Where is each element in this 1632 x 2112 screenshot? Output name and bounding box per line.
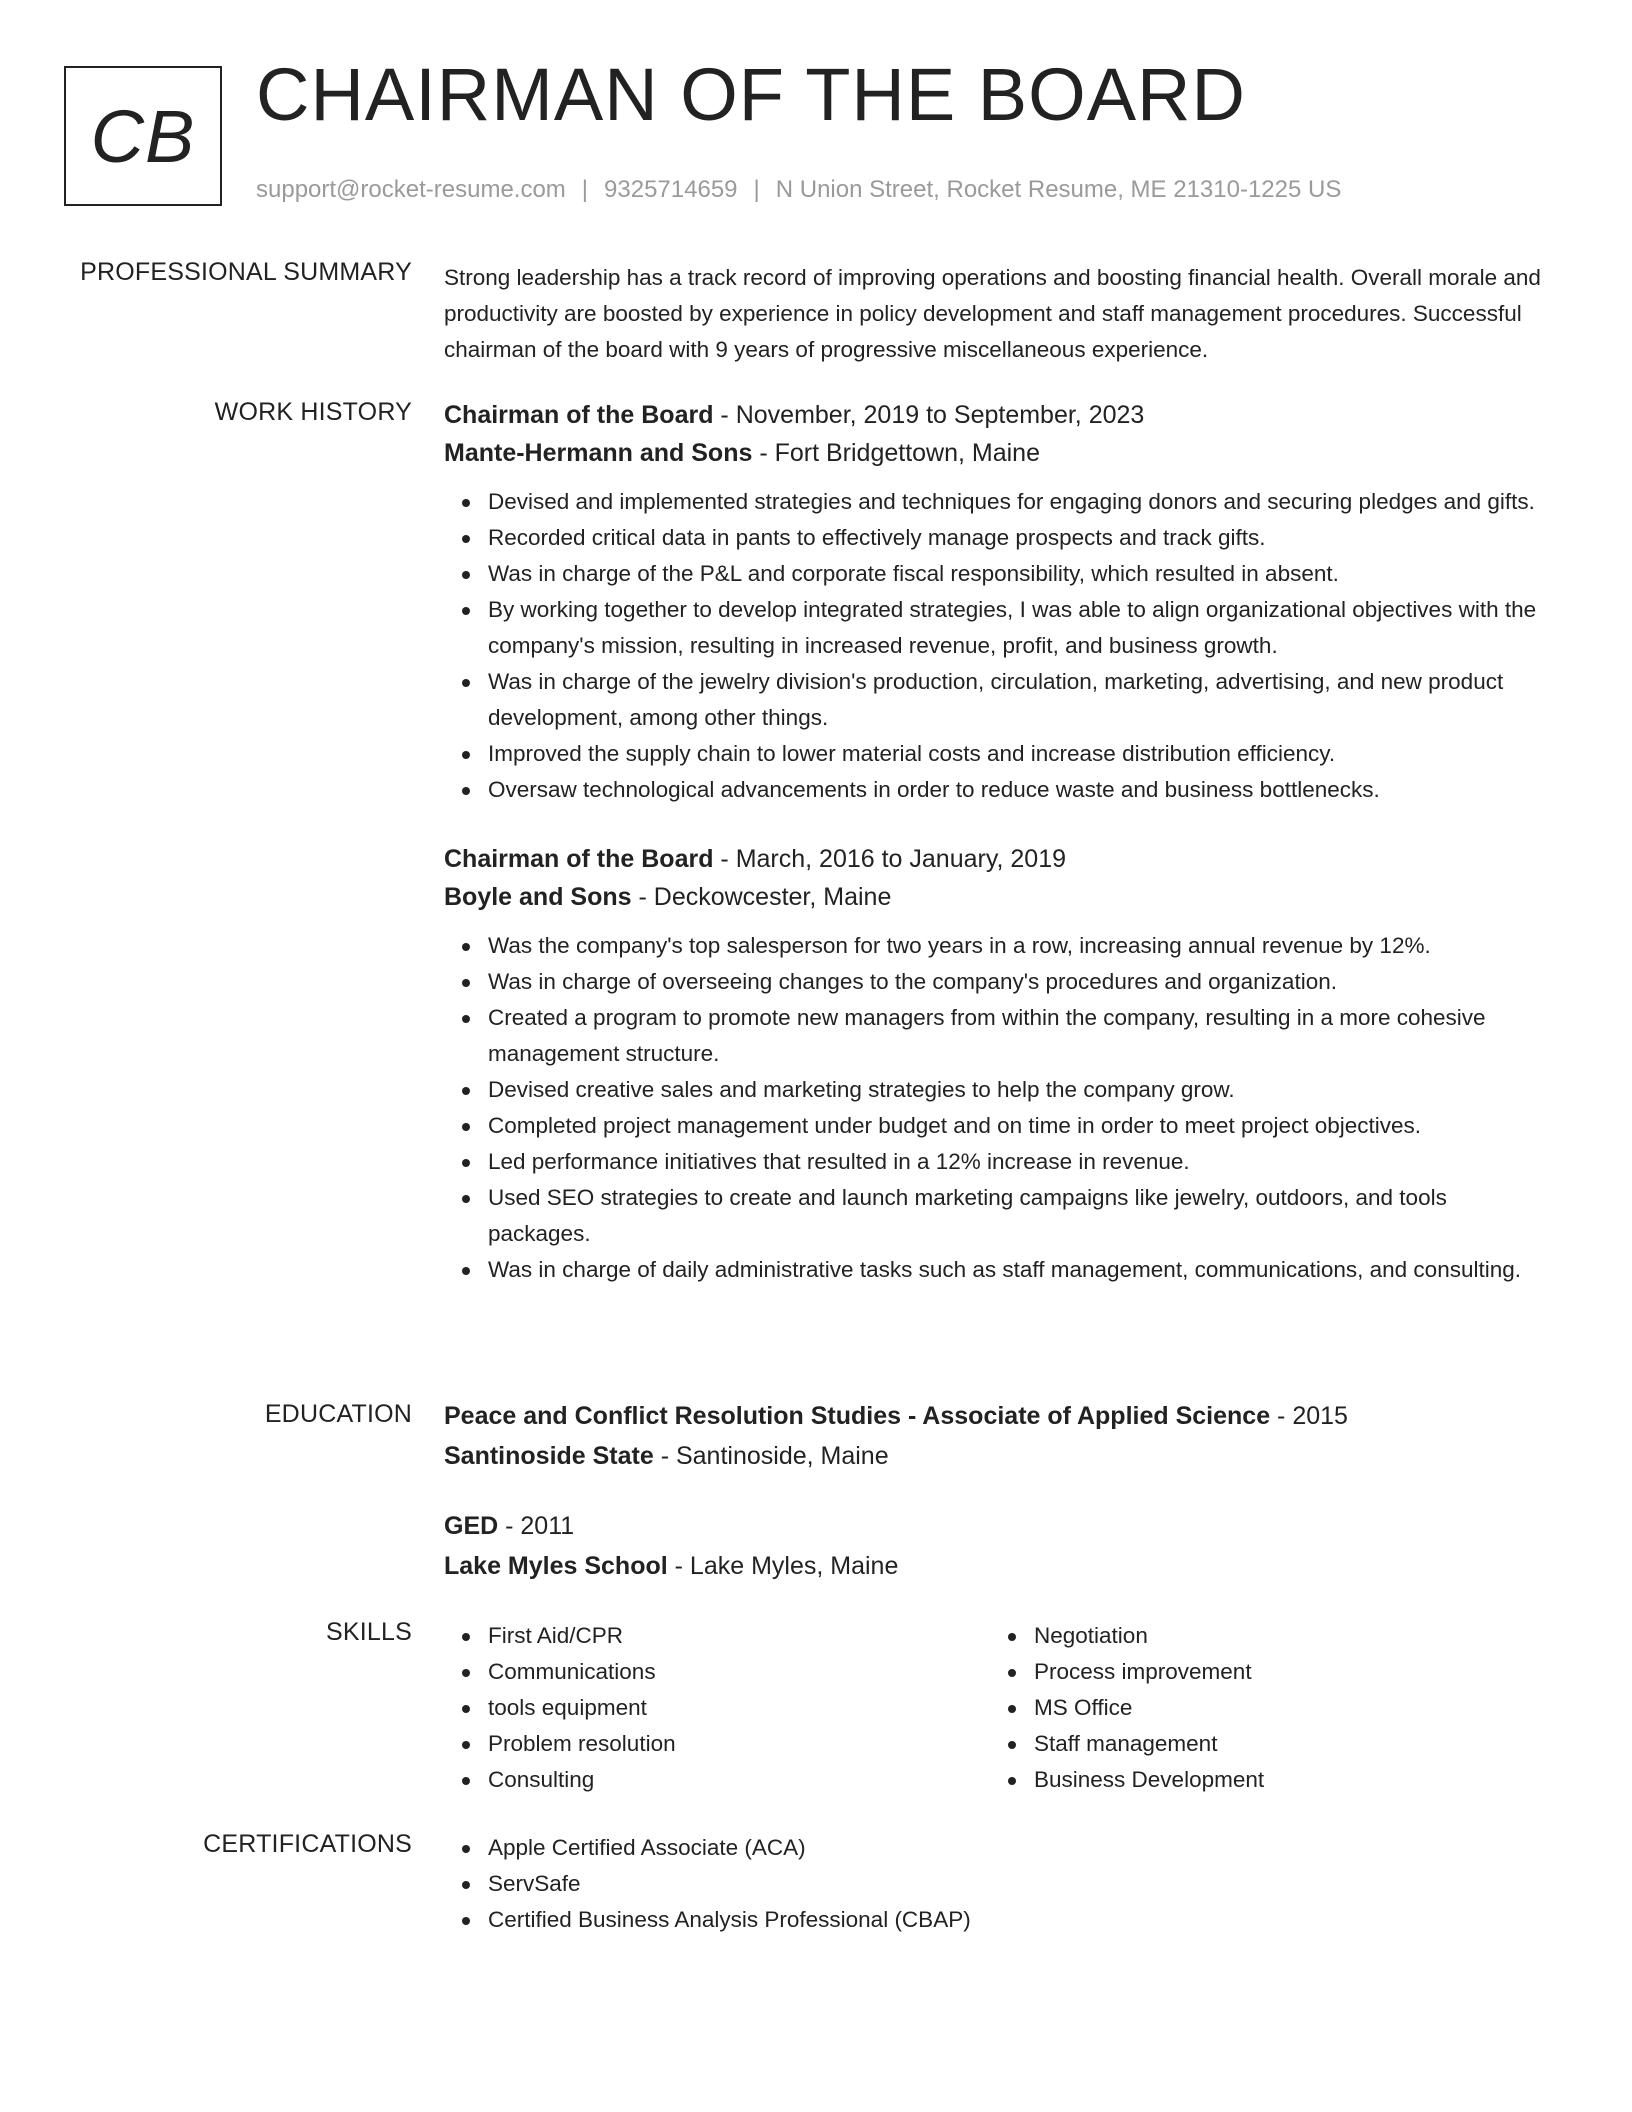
- skills-column-left: [444, 1618, 990, 1798]
- education-degree: Peace and Conflict Resolution Studies - Associate of Applied Science: [444, 1402, 1271, 1430]
- education-degree: GED: [444, 1512, 499, 1540]
- list-item: Apple Certified Associate (ACA): [488, 1830, 1554, 1866]
- contact-phone: 9325714659: [604, 176, 738, 203]
- education-body: [444, 1396, 1554, 1586]
- list-item: Negotiation: [1034, 1618, 1536, 1654]
- certifications-body: [444, 1830, 1554, 1938]
- skills-body: [444, 1618, 1554, 1798]
- education-school: Lake Myles School: [444, 1552, 668, 1580]
- skills-grid: [444, 1618, 1554, 1798]
- monogram-logo: [64, 66, 222, 206]
- resume-title: CHAIRMAN OF THE BOARD: [256, 53, 1246, 136]
- list-item: Was in charge of overseeing changes to the company's procedures and organization.: [488, 964, 1554, 1000]
- list-item: ServSafe: [488, 1866, 1554, 1902]
- list-item: Led performance initiatives that resulted in a 12% increase in revenue.: [488, 1144, 1554, 1180]
- list-item: Communications: [488, 1654, 990, 1690]
- education-location: - Lake Myles, Maine: [667, 1552, 899, 1580]
- job-location: - Fort Bridgettown, Maine: [752, 439, 1040, 467]
- list-item: Was in charge of the P&L and corporate fiscal responsibility, which resulted in absent.: [488, 556, 1554, 592]
- job-entry: [444, 840, 1554, 1288]
- education-year: - 2011: [498, 1512, 575, 1540]
- skills-list: [444, 1618, 990, 1798]
- certifications-list: [444, 1830, 1554, 1938]
- skills-column-right: [990, 1618, 1536, 1798]
- education-degree-line: [444, 1506, 1554, 1546]
- contact-email: support@rocket-resume.com: [256, 176, 566, 203]
- job-title: Chairman of the Board: [444, 845, 714, 873]
- list-item: By working together to develop integrated strategies, I was able to align organizational objectives with the company's mission, resulting in increased revenue, profit, and business growth.: [488, 592, 1554, 664]
- education-school-line: [444, 1546, 1554, 1586]
- education-year: - 2015: [1270, 1402, 1348, 1430]
- education-school: Santinoside State: [444, 1442, 654, 1470]
- list-item: Problem resolution: [488, 1726, 990, 1762]
- certifications-heading: CERTIFICATIONS: [203, 1830, 412, 1858]
- list-item: Consulting: [488, 1762, 990, 1798]
- summary-heading: PROFESSIONAL SUMMARY: [80, 258, 412, 286]
- contact-separator: |: [581, 176, 589, 203]
- list-item: Was in charge of the jewelry division's production, circulation, marketing, advertising, and new product development, among other things.: [488, 664, 1554, 736]
- education-school-line: [444, 1436, 1554, 1476]
- education-degree-line: [444, 1396, 1554, 1436]
- job-location: - Deckowcester, Maine: [631, 883, 892, 911]
- job-entry: [444, 396, 1554, 808]
- job-dates: - November, 2019 to September, 2023: [713, 401, 1145, 429]
- job-dates: - March, 2016 to January, 2019: [713, 845, 1066, 873]
- contact-line: [256, 176, 1341, 204]
- job-title-line: [444, 396, 1554, 434]
- list-item: Devised and implemented strategies and techniques for engaging donors and securing pledges and gifts.: [488, 484, 1554, 520]
- summary-text: Strong leadership has a track record of improving operations and boosting financial health. Overall morale and productivity are boosted by experience in policy development and staff management procedures. Successful chairman of the board with 9 years of progressive miscellaneous experience.: [444, 265, 1541, 362]
- summary-body: [444, 260, 1554, 368]
- list-item: Completed project management under budget and on time in order to meet project objectives.: [488, 1108, 1554, 1144]
- list-item: Process improvement: [1034, 1654, 1536, 1690]
- skills-heading: SKILLS: [326, 1618, 412, 1646]
- work-history-body: [444, 396, 1554, 1288]
- skills-list: [990, 1618, 1536, 1798]
- list-item: Staff management: [1034, 1726, 1536, 1762]
- list-item: Oversaw technological advancements in order to reduce waste and business bottlenecks.: [488, 772, 1554, 808]
- list-item: Was in charge of daily administrative tasks such as staff management, communications, and consulting.: [488, 1252, 1554, 1288]
- list-item: Was the company's top salesperson for two years in a row, increasing annual revenue by 12%.: [488, 928, 1554, 964]
- job-company: Boyle and Sons: [444, 883, 632, 911]
- contact-separator: |: [753, 176, 760, 203]
- job-title: Chairman of the Board: [444, 401, 714, 429]
- list-item: Created a program to promote new managers from within the company, resulting in a more cohesive management structure.: [488, 1000, 1554, 1072]
- job-bullets: [444, 484, 1554, 808]
- monogram-initials: CB: [90, 94, 196, 178]
- list-item: tools equipment: [488, 1690, 990, 1726]
- job-company-line: [444, 878, 1554, 916]
- list-item: First Aid/CPR: [488, 1618, 990, 1654]
- list-item: Recorded critical data in pants to effectively manage prospects and track gifts.: [488, 520, 1554, 556]
- list-item: Devised creative sales and marketing strategies to help the company grow.: [488, 1072, 1554, 1108]
- job-bullets: [444, 928, 1554, 1288]
- contact-address: N Union Street, Rocket Resume, ME 21310-1225 US: [775, 176, 1342, 203]
- job-title-line: [444, 840, 1554, 878]
- education-entry: [444, 1396, 1554, 1476]
- list-item: Business Development: [1034, 1762, 1536, 1798]
- list-item: MS Office: [1034, 1690, 1536, 1726]
- list-item: Improved the supply chain to lower material costs and increase distribution efficiency.: [488, 736, 1554, 772]
- list-item: Certified Business Analysis Professional (CBAP): [488, 1902, 1554, 1938]
- education-entry: [444, 1506, 1554, 1586]
- job-company-line: [444, 434, 1554, 472]
- work-history-heading: WORK HISTORY: [214, 398, 412, 426]
- job-company: Mante-Hermann and Sons: [444, 439, 753, 467]
- list-item: Used SEO strategies to create and launch marketing campaigns like jewelry, outdoors, and tools packages.: [488, 1180, 1554, 1252]
- education-heading: EDUCATION: [264, 1400, 412, 1428]
- education-location: - Santinoside, Maine: [653, 1442, 889, 1470]
